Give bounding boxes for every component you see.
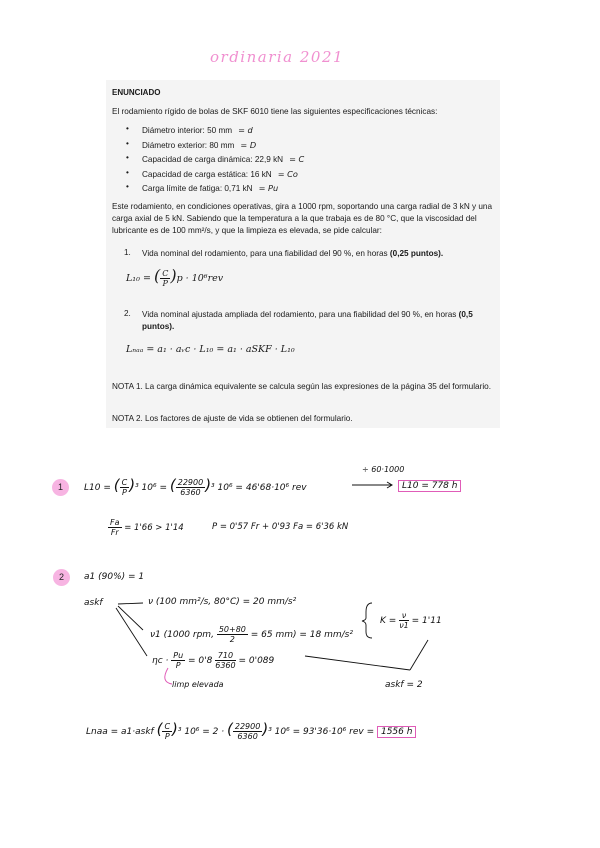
statement-paragraph: Este rodamiento, en condiciones operativas, gira a 1000 rpm, soportando una carga radial de 3 kN y una carga axial de 5 kN. Sabiendo que la temperatura a la que trabaja es de 80 °C, que la viscosidad del lubricante es de 100 mm²/s, y que la limpieza es elevada, se pide calcular:: [112, 202, 493, 235]
question-2-number: 2.: [124, 309, 131, 318]
askf-arrow-nc: [116, 608, 147, 656]
askf-connector-tail: [410, 640, 428, 670]
note-2: NOTA 2. Los factores de ajuste de vida se obtienen del formulario.: [112, 414, 353, 423]
askf-label: askf: [84, 598, 103, 608]
list-item: • Carga límite de fatiga: 0,71 kN = Pu: [120, 183, 304, 198]
askf-value: askf = 2: [385, 680, 423, 690]
page-title: ordinaria 2021: [210, 48, 345, 66]
kappa-ratio: K = $\frac{\nu}{\nu 1}$ = 1'11: [380, 611, 442, 630]
list-item: • Capacidad de carga estática: 16 kN = Co: [120, 169, 304, 184]
statement-heading: ENUNCIADO: [112, 88, 161, 97]
lnaa-equation: Lnaa = a1·askf ( $\frac{C}{P}$ )³ 10⁶ = 2 · ( $\frac{22900}{6360}$ )³ 10⁶ = 93'36·10⁶ rev = 1556 h: [86, 720, 416, 741]
cleanliness-arrow: [165, 668, 172, 684]
askf-connector: [305, 656, 410, 670]
cleanliness-note: limp elevada: [172, 680, 224, 689]
answer-1-result: L10 = 778 h: [398, 481, 461, 491]
question-1-number: 1.: [124, 248, 131, 257]
kappa-brace: [362, 603, 372, 638]
list-item: • Capacidad de carga dinámica: 22,9 kN = C: [120, 154, 304, 169]
answer-2-result: 1556 h: [377, 726, 416, 738]
conversion-label: ÷ 60·1000: [362, 465, 405, 474]
list-item: • Diámetro exterior: 80 mm = D: [120, 140, 304, 155]
askf-arrow-nu1: [118, 606, 143, 630]
note-1: NOTA 1. La carga dinámica equivalente se calcula según las expresiones de la página 35 del formulario.: [112, 382, 491, 391]
load-ratio: $\frac{Fa}{Fr}$ = 1'66 > 1'14: [110, 518, 184, 537]
statement-intro: El rodamiento rígido de bolas de SKF 6010 tiene las siguientes especificaciones técnicas:: [112, 107, 438, 116]
answer-1-equation: L10 = ( $\frac{C}{P}$ )³ 10⁶ = ( $\frac{22900}{6360}$ )³ 10⁶ = 46'68·10⁶ rev: [84, 476, 307, 497]
formula-lnaa: Lₙₐₐ = a₁ · aᵥc · L₁₀ = a₁ · aSKF · L₁₀: [126, 344, 295, 355]
formula-l10: L₁₀ = ( $\frac{C}{P}$ )p · 10⁶rev: [126, 266, 224, 288]
viscosity-nu1: ν1 (1000 rpm, $\frac{50+80}{2}$ = 65 mm) = 18 mm/s²: [150, 625, 353, 644]
equivalent-load: P = 0'57 Fr + 0'93 Fa = 6'36 kN: [212, 522, 349, 532]
answer-1-marker: 1: [52, 479, 69, 496]
a1-factor: a1 (90%) = 1: [84, 572, 145, 582]
list-item: • Diámetro interior: 50 mm = d: [120, 125, 304, 140]
viscosity-nu: ν (100 mm²/s, 80°C) = 20 mm/s²: [148, 597, 297, 607]
question-2: Vida nominal ajustada ampliada del rodamiento, para una fiabilidad del 90 %, en horas (0,5 puntos).: [142, 310, 473, 331]
answer-2-marker: 2: [53, 569, 70, 586]
askf-arrow-nu: [118, 603, 143, 604]
contamination-factor: ηc · $\frac{Pu}{P}$ = 0'8 $\frac{710}{6360}$ = 0'089: [152, 651, 275, 670]
question-1: Vida nominal del rodamiento, para una fiabilidad del 90 %, en horas (0,25 puntos).: [142, 249, 444, 258]
